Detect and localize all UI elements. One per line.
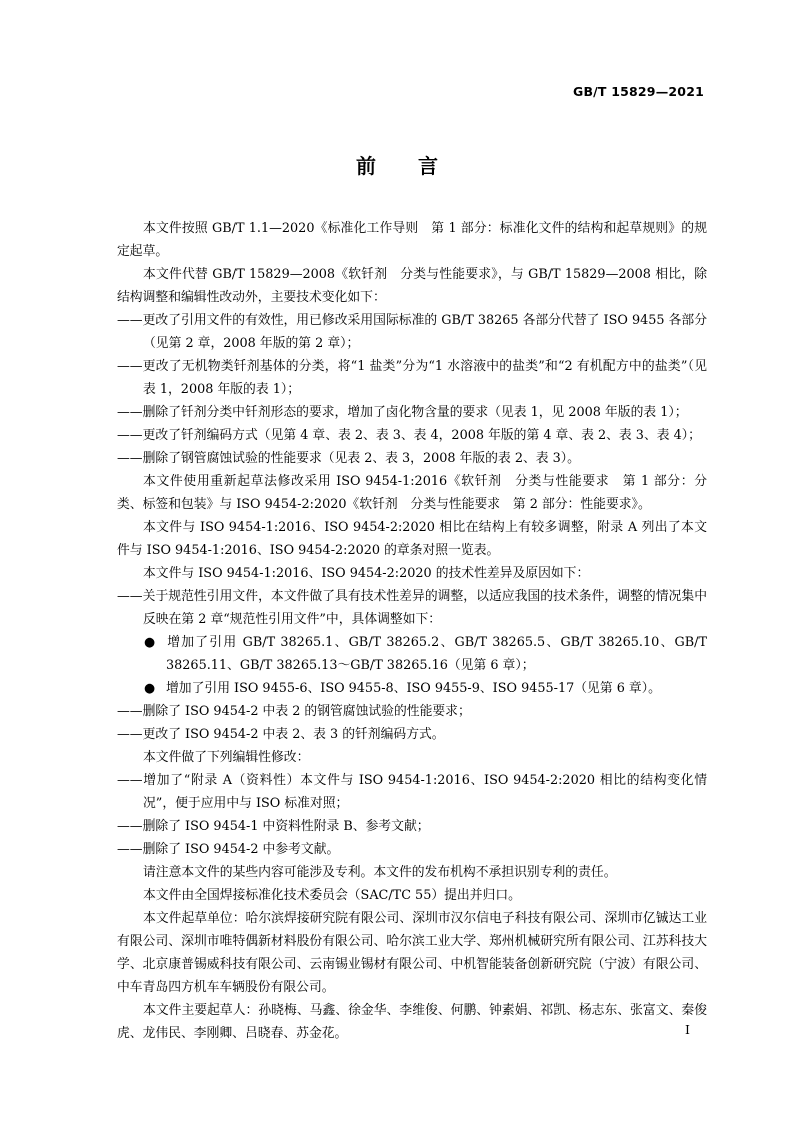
title-char-left: 前 — [356, 154, 376, 178]
bullet-item — [117, 631, 707, 677]
difference-item: ——更改了 ISO 9454-2 中表 2、表 3 的钎剂编码方式。 — [117, 727, 445, 742]
change-item: ——更改了钎剂编码方式（见第 4 章、表 2、表 3、表 4，2008 年版的第 4 章、表 2、表 3、表 4）； — [117, 428, 701, 443]
bullet-icon: ● — [144, 681, 156, 696]
paragraph-replacement: 本文件代替 GB/T 15829—2008《软钎剂 分类与性能要求》，与 GB/T 15829—2008 相比，除结构调整和编辑性改动外，主要技术变化如下： — [117, 267, 707, 305]
change-item: ——更改了无机物类钎剂基体的分类，将“1 盐类”分为“1 水溶液中的盐类”和“2 有机配方中的盐类”（见表 1，2008 年版的表 1）； — [117, 359, 707, 397]
editorial-item: ——删除了 ISO 9454-2 中参考文献。 — [117, 842, 340, 857]
change-item: ——删除了钎剂分类中钎剂形态的要求，增加了卤化物含量的要求（见表 1，见 2008 年版的表 1）； — [117, 405, 688, 420]
paragraph-editorial: 本文件做了下列编辑性修改： — [143, 750, 310, 765]
bullet-text: 增加了引用 GB/T 38265.1、GB/T 38265.2、GB/T 38265.5、GB/T 38265.10、GB/T 38265.11、GB/T 38265.13～GB/T 38265.16（见第 6 章）； — [166, 635, 707, 673]
foreword-body — [117, 217, 707, 1045]
change-item: ——更改了引用文件的有效性，用已修改采用国际标准的 GB/T 38265 各部分代替了 ISO 9455 各部分（见第 2 章，2008 年版的第 2 章）； — [117, 313, 707, 351]
paragraph-drafters: 本文件主要起草人：孙晓梅、马鑫、徐金华、李维俊、何鹏、钟素娟、祁凯、杨志东、张富文、秦俊虎、龙伟民、李刚卿、吕晓春、苏金花。 — [117, 1003, 707, 1041]
page-title — [0, 150, 794, 179]
editorial-item: ——删除了 ISO 9454-1 中资料性附录 B、参考文献； — [117, 819, 430, 834]
paragraph-structure: 本文件与 ISO 9454-1:2016、ISO 9454-2:2020 相比在结构上有较多调整，附录 A 列出了本文件与 ISO 9454-1:2016、ISO 9454-2:2020 的章条对照一览表。 — [117, 520, 707, 558]
document-code: GB/T 15829—2021 — [572, 84, 704, 99]
title-char-right: 言 — [418, 154, 438, 178]
editorial-item: ——增加了“附录 A（资料性）本文件与 ISO 9454-1:2016、ISO 9454-2:2020 相比的结构变化情况”，便于应用中与 ISO 标准对照； — [117, 773, 707, 811]
bullet-item — [117, 677, 707, 700]
change-item: ——删除了钢管腐蚀试验的性能要求（见表 2、表 3，2008 年版的表 2、表 3）。 — [117, 451, 580, 466]
paragraph-technical-differences: 本文件与 ISO 9454-1:2016、ISO 9454-2:2020 的技术性差异及原因如下： — [143, 566, 590, 581]
paragraph-drafting-units: 本文件起草单位：哈尔滨焊接研究院有限公司、深圳市汉尔信电子科技有限公司、深圳市亿铖达工业有限公司、深圳市唯特偶新材料股份有限公司、哈尔滨工业大学、郑州机械研究所有限公司、江苏科技大学、北京康普锡威科技有限公司、云南锡业锡材有限公司、中机智能装备创新研究院（宁波）有限公司、中车青岛四方机车车辆股份有限公司。 — [117, 911, 707, 995]
paragraph-adoption: 本文件使用重新起草法修改采用 ISO 9454-1:2016《软钎剂 分类与性能要求 第 1 部分：分类、标签和包装》与 ISO 9454-2:2020《软钎剂 分类与性能要求 第 2 部分：性能要求》。 — [117, 474, 707, 512]
difference-item: ——关于规范性引用文件，本文件做了具有技术性差异的调整，以适应我国的技术条件，调整的情况集中反映在第 2 章“规范性引用文件”中，具体调整如下： — [117, 589, 707, 627]
paragraph-patent: 请注意本文件的某些内容可能涉及专利。本文件的发布机构不承担识别专利的责任。 — [143, 865, 617, 880]
bullet-text: 增加了引用 ISO 9455-6、ISO 9455-8、ISO 9455-9、ISO 9455-17（见第 6 章）。 — [166, 681, 661, 696]
paragraph-committee: 本文件由全国焊接标准化技术委员会（SAC/TC 55）提出并归口。 — [143, 888, 521, 903]
difference-item: ——删除了 ISO 9454-2 中表 2 的钢管腐蚀试验的性能要求； — [117, 704, 471, 719]
paragraph-drafting-rules: 本文件按照 GB/T 1.1—2020《标准化工作导则 第 1 部分：标准化文件的结构和起草规则》的规定起草。 — [117, 221, 707, 259]
bullet-icon: ● — [144, 635, 156, 650]
page-number: I — [685, 1022, 690, 1037]
